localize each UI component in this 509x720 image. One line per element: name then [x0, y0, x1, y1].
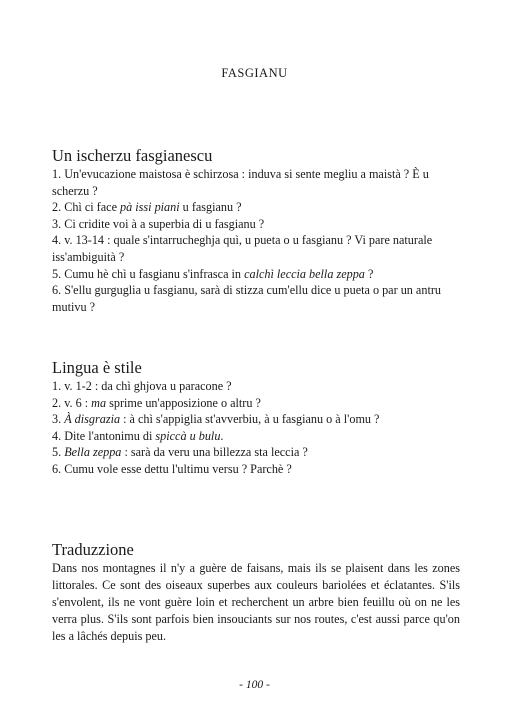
italic-phrase: spiccà u bulu	[155, 428, 221, 443]
italic-phrase: ma	[91, 395, 107, 410]
question-item: 3. Ci cridite voi à a superbia di u fasgianu ?	[52, 216, 265, 231]
page-number: - 100 -	[239, 679, 270, 691]
question-item: 2. v. 6 : ma sprime un'apposizione o altru ?	[52, 395, 261, 410]
question-item: 4. v. 13-14 : quale s'intarrucheghja quì, u pueta o u fasgianu ? Vi pare naturale iss'ambiguità ?	[52, 233, 433, 264]
question-item: 1. v. 1-2 : da chì ghjova u paracone ?	[52, 379, 232, 393]
translation-paragraph: Dans nos montagnes il n'y a guère de faisans, mais ils se plaisent dans les zones littorales. Ce sont des oiseaux superbes aux couleurs bariolées et éclatantes. S'ils s'envolent, ils ne vont guère loin et recherchent un arbre bien feuillu où on ne les verra plus. S'ils sont parfois bien insouciants sur nos routes, c'est aussi parce qu'on les a lâchés depuis peu.	[52, 561, 460, 643]
question-item: 1. Un'evucazione maistosa è schirzosa : induva si sente megliu a maistà ? È u scherzu ?	[52, 167, 429, 198]
italic-phrase: calchì leccia bella zeppa	[244, 266, 365, 281]
question-item: 4. Dite l'antonimu di spiccà u bulu.	[52, 428, 224, 443]
question-item: 5. Bella zeppa : sarà da veru una billezza sta leccia ?	[52, 445, 308, 460]
italic-phrase: pà issi piani	[120, 200, 180, 215]
question-item: 5. Cumu hè chì u fasgianu s'infrasca in calchì leccia bella zeppa ?	[52, 266, 374, 281]
running-head: FASGIANU	[221, 66, 288, 80]
question-list	[52, 166, 460, 315]
section-title: Traduzzione	[52, 540, 134, 559]
question-item: 6. S'ellu gurguglia u fasgianu, sarà di stizza cum'ellu dice u pueta o par un antru mutivu ?	[52, 283, 441, 314]
question-item: 6. Cumu vole esse dettu l'ultimu versu ? Parchè ?	[52, 461, 292, 476]
question-item: 2. Chì ci face pà issi piani u fasgianu ?	[52, 200, 242, 215]
question-item: 3. À disgrazia : à chì s'appiglia st'avverbiu, à u fasgianu o à l'omu ?	[52, 412, 380, 427]
italic-phrase: À disgrazia	[64, 412, 121, 427]
section-title: Un ischerzu fasgianescu	[52, 146, 213, 165]
section-ischerzu	[52, 146, 460, 315]
section-lingua-e-stile	[52, 358, 460, 478]
italic-phrase: Bella zeppa	[64, 445, 122, 460]
section-title: Lingua è stile	[52, 358, 142, 377]
question-list	[52, 378, 460, 478]
section-traduzzione	[52, 540, 460, 645]
